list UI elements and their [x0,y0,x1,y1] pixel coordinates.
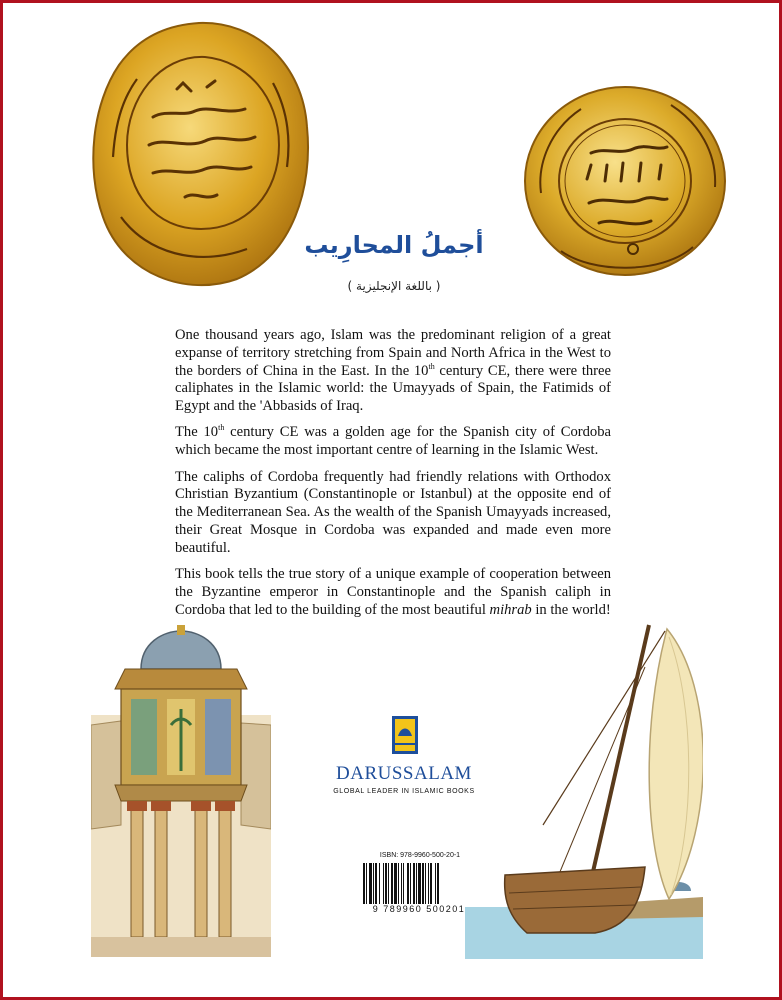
blurb-text [175,327,611,628]
barcode-bar [418,863,421,905]
domed-pavilion-icon [91,625,271,957]
barcode-bar [379,863,380,905]
barcode-digits: 9 789960 500201 [359,904,479,914]
barcode-bar [437,863,439,905]
publisher-tagline: GLOBAL LEADER IN ISLAMIC BOOKS [333,788,475,795]
darussalam-logo-icon [392,716,418,754]
isbn-label: ISBN: 978-9960-500-20-1 [379,852,461,859]
barcode-bar [391,863,393,905]
barcode-bar [363,863,365,905]
barcode-bar [430,863,432,905]
blurb-paragraph: The 10th century CE was a golden age for the Spanish city of Cordoba which became the most important centre of learning in the Islamic West. [175,423,612,459]
barcode-bar [403,863,404,905]
barcode-bar [407,863,409,905]
barcode-bar [413,863,415,905]
blurb-paragraph: One thousand years ago, Islam was the predominant religion of a great expanse of territory stretching from Spain and North Africa in the West to the borders of China in the East. In the 10th century CE, there were three caliphates in the Islamic world: the Umayyads of Spain, the Fatimids of Egypt and the 'Abbasids of Iraq. [175,327,611,415]
barcode-bar [422,863,424,905]
barcode-bar [428,863,429,905]
barcode-bar [383,863,384,905]
barcode-bar [388,863,389,905]
barcode-bar [375,863,377,905]
arabic-title: أجملُ المحارِيب [304,231,484,259]
barcode-bar [398,863,399,905]
barcode-bar [373,863,374,905]
sailing-ship-icon [465,607,703,959]
barcode-bar [416,863,417,905]
barcode-bar [410,863,411,905]
blurb-paragraph: The caliphs of Cordoba frequently had friendly relations with Orthodox Christian Byzantium (Constantinople or Istanbul) at the opposite end of the Mediterranean Sea. As the wealth of the Spanish Umayyads increased, their Great Mosque in Cordoba was expanded and made even more beautiful. [175,468,611,556]
barcode-bar [366,863,367,905]
barcode-bar [369,863,372,905]
barcode-bar [435,863,436,905]
publisher-name: DARUSSALAM [336,763,472,784]
barcode-bar [394,863,397,905]
blurb-paragraph: This book tells the true story of a unique example of cooperation between the Byzantine emperor in Constantinople and the Spanish caliph in Cordoba that led to the building of the most beautiful mihrab in the world! [175,566,611,618]
arabic-subtitle: ( باللغة الإنجليزية ) [347,279,441,293]
barcode-bar [401,863,402,905]
barcode-bar [425,863,426,905]
barcode-bar [385,863,387,905]
